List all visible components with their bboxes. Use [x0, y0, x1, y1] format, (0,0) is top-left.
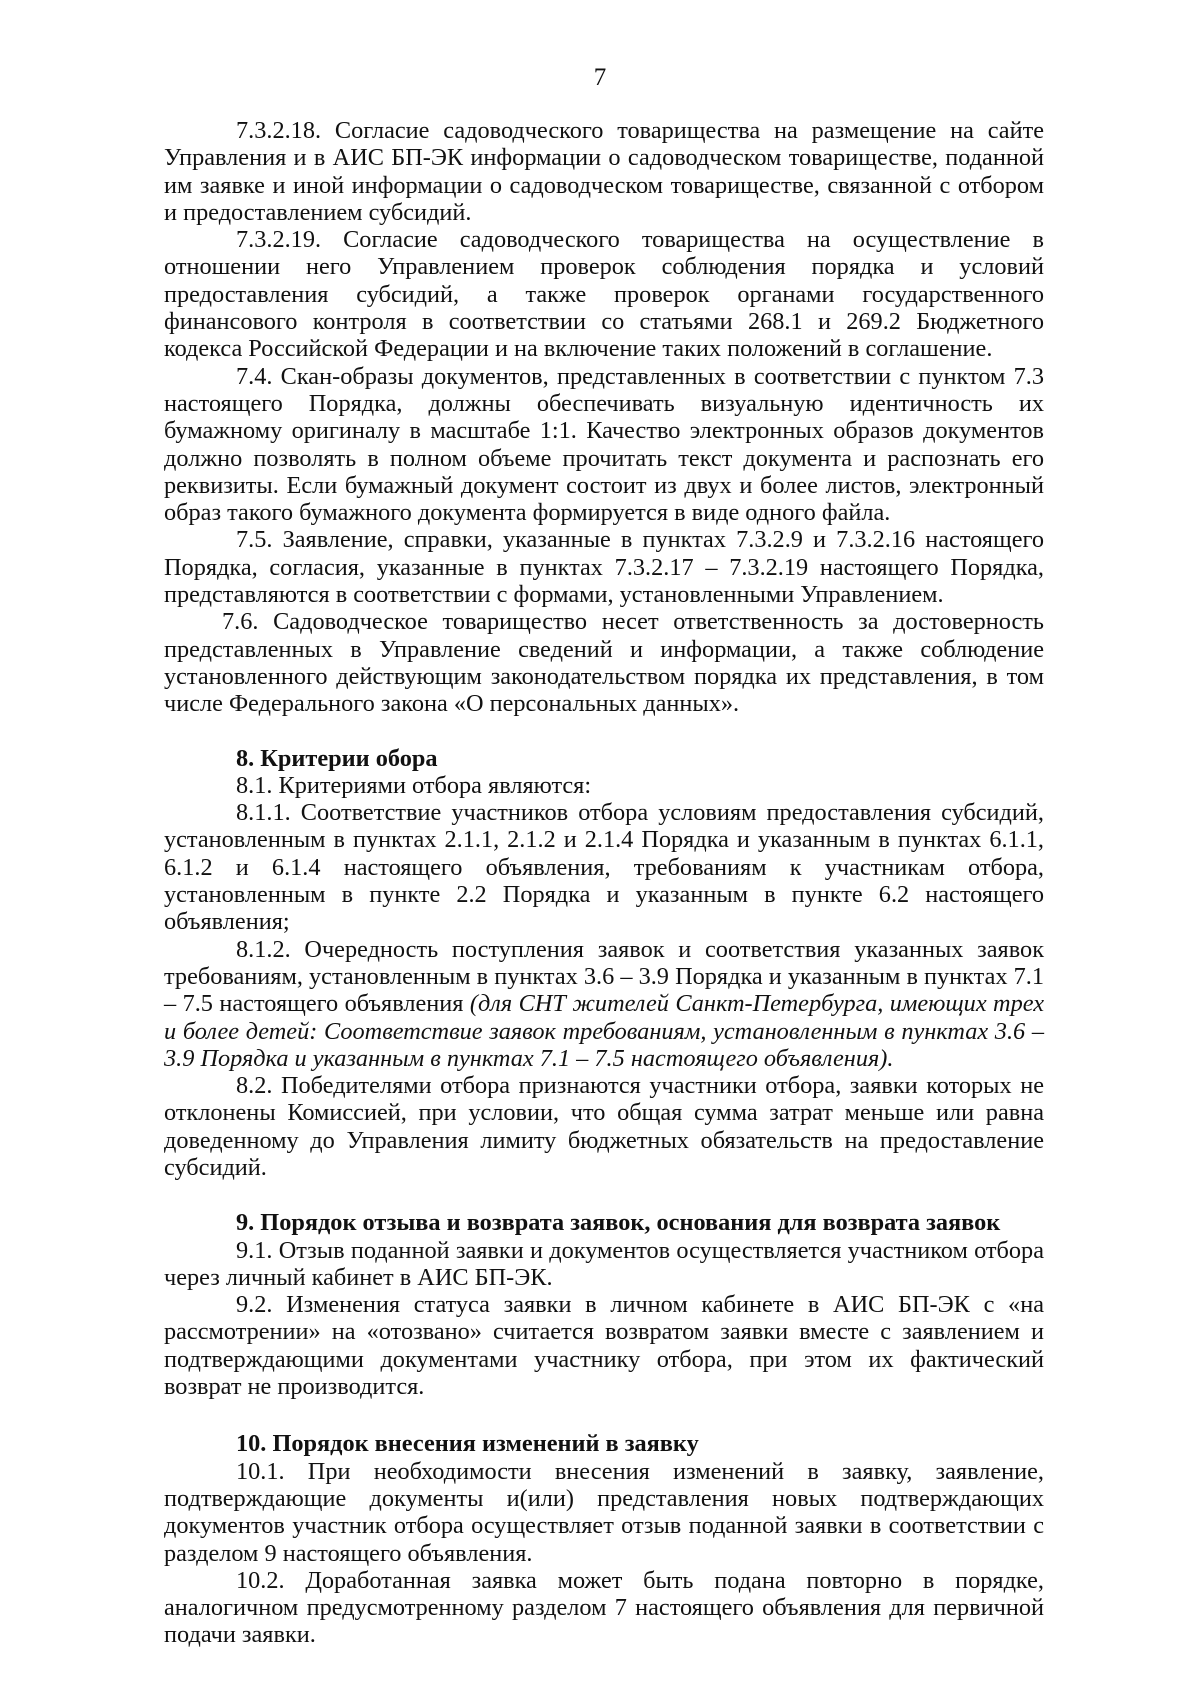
paragraph-8-1-2-note: (для СНТ жителей Санкт-Петербурга, имеющих трех и более детей: Соответствие заявок требованиям, установленным в пунктах 3.6 – 3.9 Порядка и указанным в пунктах 7.1 – 7.5 настоящего объявления).: [164, 990, 1044, 1072]
paragraph-8-1-1: 8.1.1. Соответствие участников отбора условиям предоставления субсидий, установленным в пунктах 2.1.1, 2.1.2 и 2.1.4 Порядка и указанным в пунктах 6.1.1, 6.1.2 и 6.1.4 настоящего объявления, требованиям к участникам отбора, установленным в пункте 2.2 Порядка и указанным в пункте 6.2 настоящего объявления;: [164, 799, 1044, 936]
page-number: 7: [593, 64, 607, 91]
paragraph-8-1-2-main: 8.1.2. Очередность поступления заявок и соответствия указанных заявок требованиям, установленным в пунктах 3.6 – 3.9 Порядка и указанным в пунктах 7.1 – 7.5 настоящего объявления: [164, 935, 1044, 1018]
paragraph-7-3-2-18: 7.3.2.18. Согласие садоводческого товарищества на размещение на сайте Управления и в АИС БП-ЭК информации о садоводческом товариществе, поданной им заявке и иной информации о садоводческом товариществе, связанной с отбором и предоставлением субсидий.: [164, 117, 1044, 226]
paragraph-7-3-2-19: 7.3.2.19. Согласие садоводческого товарищества на осуществление в отношении него Управлением проверок соблюдения порядка и условий предоставления субсидий, а также проверок органами государственного финансового контроля в соответствии со статьями 268.1 и 269.2 Бюджетного кодекса Российской Федерации и на включение таких положений в соглашение.: [164, 226, 1044, 363]
paragraph-7-6: 7.6. Садоводческое товарищество несет ответственность за достоверность представленных в Управление сведений и информации, а также соблюдение установленного действующим законодательством порядка их представления, в том числе Федерального закона «О персональных данных».: [164, 608, 1044, 718]
document-body: [164, 117, 1044, 1649]
paragraph-8-1-2: [164, 936, 1044, 1072]
paragraph-7-5: 7.5. Заявление, справки, указанные в пунктах 7.3.2.9 и 7.3.2.16 настоящего Порядка, согласия, указанные в пунктах 7.3.2.17 – 7.3.2.19 настоящего Порядка, представляются в соответствии с формами, установленными Управлением.: [164, 526, 1044, 609]
paragraph-10-2: 10.2. Доработанная заявка может быть подана повторно в порядке, аналогичном предусмотренному разделом 7 настоящего объявления для первичной подачи заявки.: [164, 1566, 1044, 1649]
section-10-heading: 10. Порядок внесения изменений в заявку: [236, 1430, 699, 1458]
paragraph-9-2: 9.2. Изменения статуса заявки в личном кабинете в АИС БП-ЭК с «на рассмотрении» на «отозвано» считается возвратом заявки вместе с заявлением и подтверждающими документами участнику отбора, при этом их фактический возврат не производится.: [164, 1291, 1044, 1401]
paragraph-10-1: 10.1. При необходимости внесения изменений в заявку, заявление, подтверждающие документы и(или) представления новых подтверждающих документов участник отбора осуществляет отзыв поданной заявки в соответствии с разделом 9 настоящего объявления.: [164, 1457, 1044, 1567]
paragraph-8-1: 8.1. Критериями отбора являются:: [236, 771, 592, 799]
paragraph-9-1: 9.1. Отзыв поданной заявки и документов осуществляется участником отбора через личный кабинет в АИС БП-ЭК.: [164, 1236, 1044, 1291]
paragraph-7-4: 7.4. Скан-образы документов, представленных в соответствии с пунктом 7.3 настоящего Порядка, должны обеспечивать визуальную идентичность их бумажному оригиналу в масштабе 1:1. Качество электронных образов документов должно позволять в полном объеме прочитать текст документа и распознать его реквизиты. Если бумажный документ состоит из двух и более листов, электронный образ такого бумажного документа формируется в виде одного файла.: [164, 362, 1044, 527]
section-8-heading: 8. Критерии обора: [236, 744, 438, 772]
paragraph-8-2: 8.2. Победителями отбора признаются участники отбора, заявки которых не отклонены Комиссией, при условии, что общая сумма затрат меньше или равна доведенному до Управления лимиту бюджетных обязательств на предоставление субсидий.: [164, 1072, 1044, 1181]
section-9-heading: 9. Порядок отзыва и возврата заявок, основания для возврата заявок: [236, 1209, 1001, 1237]
